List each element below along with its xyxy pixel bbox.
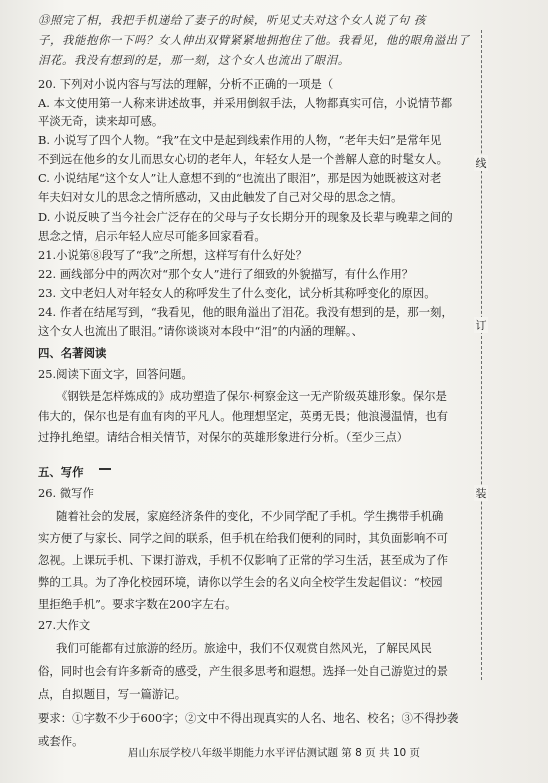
text-line: 平淡无奇，读来却可感。	[38, 114, 164, 128]
text-line: 26. 微写作	[38, 486, 94, 500]
text-line: 里拒绝手机”。要求字数在200字左右。	[38, 597, 237, 611]
text-line: 25.阅读下面文字，回答问题。	[38, 367, 193, 381]
text-line: 弊的工具。为了净化校园环境，请你以学生会的名义向全校学生发起倡议：“校园	[38, 575, 443, 589]
text-line: B. 小说写了四个人物。“我”在文中是起到线索作用的人物，“老年夫妇”是常年见	[38, 133, 442, 147]
text-line: 或套作。	[38, 734, 84, 748]
text-line: 20. 下列对小说内容与写法的理解，分析不正确的一项是（	[38, 77, 334, 91]
text-line: 实方便了与家长、同学之间的联系，但手机在给我们便利的同时，其负面影响不可	[38, 531, 449, 545]
text-line: 思念之情，启示年轻人应尽可能多回家看看。	[38, 229, 266, 243]
text-line: 23. 文中老妇人对年轻女人的称呼发生了什么变化，试分析其称呼变化的原因。	[38, 286, 436, 300]
handwritten-passage-line: 子，我能抱你一下吗？女人伸出双臂紧紧地拥抱住了他。我看见，他的眼角溢出了	[38, 33, 470, 47]
text-line: 我们可能都有过旅游的经历。旅途中，我们不仅观赏自然风光，了解民风民	[56, 641, 432, 655]
text-line: 年夫妇对女儿的思念之情所感动，又由此触发了自己对父母的思念之情。	[38, 190, 403, 204]
text-line: 这个女人也流出了眼泪。”请你谈谈对本段中“泪”的内涵的理解。、	[38, 324, 364, 338]
text-line: 随着社会的发展，家庭经济条件的变化，不少同学配了手机。学生携带手机确	[56, 509, 444, 523]
text-line: C. 小说结尾“这个女人”让人意想不到的“也流出了眼泪”，那是因为她既被这对老	[38, 171, 442, 185]
binding-mark-zhuang: 装	[475, 487, 487, 500]
binding-mark-xian: 线	[475, 157, 487, 170]
section-heading: 五、写作	[38, 465, 84, 479]
text-line: 24. 作者在结尾写到，“我看见，他的眼角溢出了泪花。我没有想到的是，那一刻，	[38, 305, 453, 319]
binding-line	[481, 30, 483, 680]
text-line: 不到远在他乡的女儿而思女心切的老年人，年轻女人是一个善解人意的时髦女人。	[38, 152, 449, 166]
handwritten-passage-line: 泪花。我没有想到的是，那一刻，这个女人也流出了眼泪。	[38, 53, 350, 67]
pen-mark	[99, 468, 111, 470]
section-heading: 四、名著阅读	[38, 346, 107, 360]
text-line: 俗，同时也会有许多新奇的感受，产生很多思考和遐想。选择一处自己游览过的景	[38, 664, 449, 678]
text-line: 忽视。上课玩手机、下课打游戏，手机不仅影响了正常的学习生活，甚至成为了作	[38, 553, 449, 567]
text-line: 《钢铁是怎样炼成的》成功塑造了保尔·柯察金这一无产阶级英雄形象。保尔是	[56, 389, 447, 403]
text-line: A. 本文使用第一人称来讲述故事，并采用倒叙手法，人物都真实可信，小说情节都	[38, 96, 453, 110]
text-line: 伟大的，保尔也是有血有肉的平凡人。他理想坚定，英勇无畏；他浪漫温情，也有	[38, 409, 449, 423]
handwritten-passage-line: ⑬照完了相，我把手机递给了妻子的时候，听见丈夫对这个女人说了句 孩	[38, 13, 426, 27]
text-line: 21.小说第⑧段写了“我”之所想，这样写有什么好处？	[38, 248, 307, 262]
text-line: 要求：①字数不少于600字；②文中不得出现真实的人名、地名、校名；③不得抄袭	[38, 711, 459, 725]
page-footer: 眉山东辰学校八年级半期能力水平评估测试题 第 8 页 共 10 页	[127, 747, 421, 759]
text-line: D. 小说反映了当今社会广泛存在的父母与子女长期分开的现象及长辈与晚辈之间的	[38, 210, 453, 224]
text-line: 过挣扎绝望。请结合相关情节，对保尔的英雄形象进行分析。（至少三点）	[38, 430, 409, 444]
binding-mark-ding: 订	[475, 319, 487, 332]
text-line: 22. 画线部分中的两次对“那个女人”进行了细致的外貌描写，有什么作用？	[38, 267, 414, 281]
text-line: 点，自拟题目，写一篇游记。	[38, 687, 187, 701]
text-line: 27.大作文	[38, 618, 91, 632]
